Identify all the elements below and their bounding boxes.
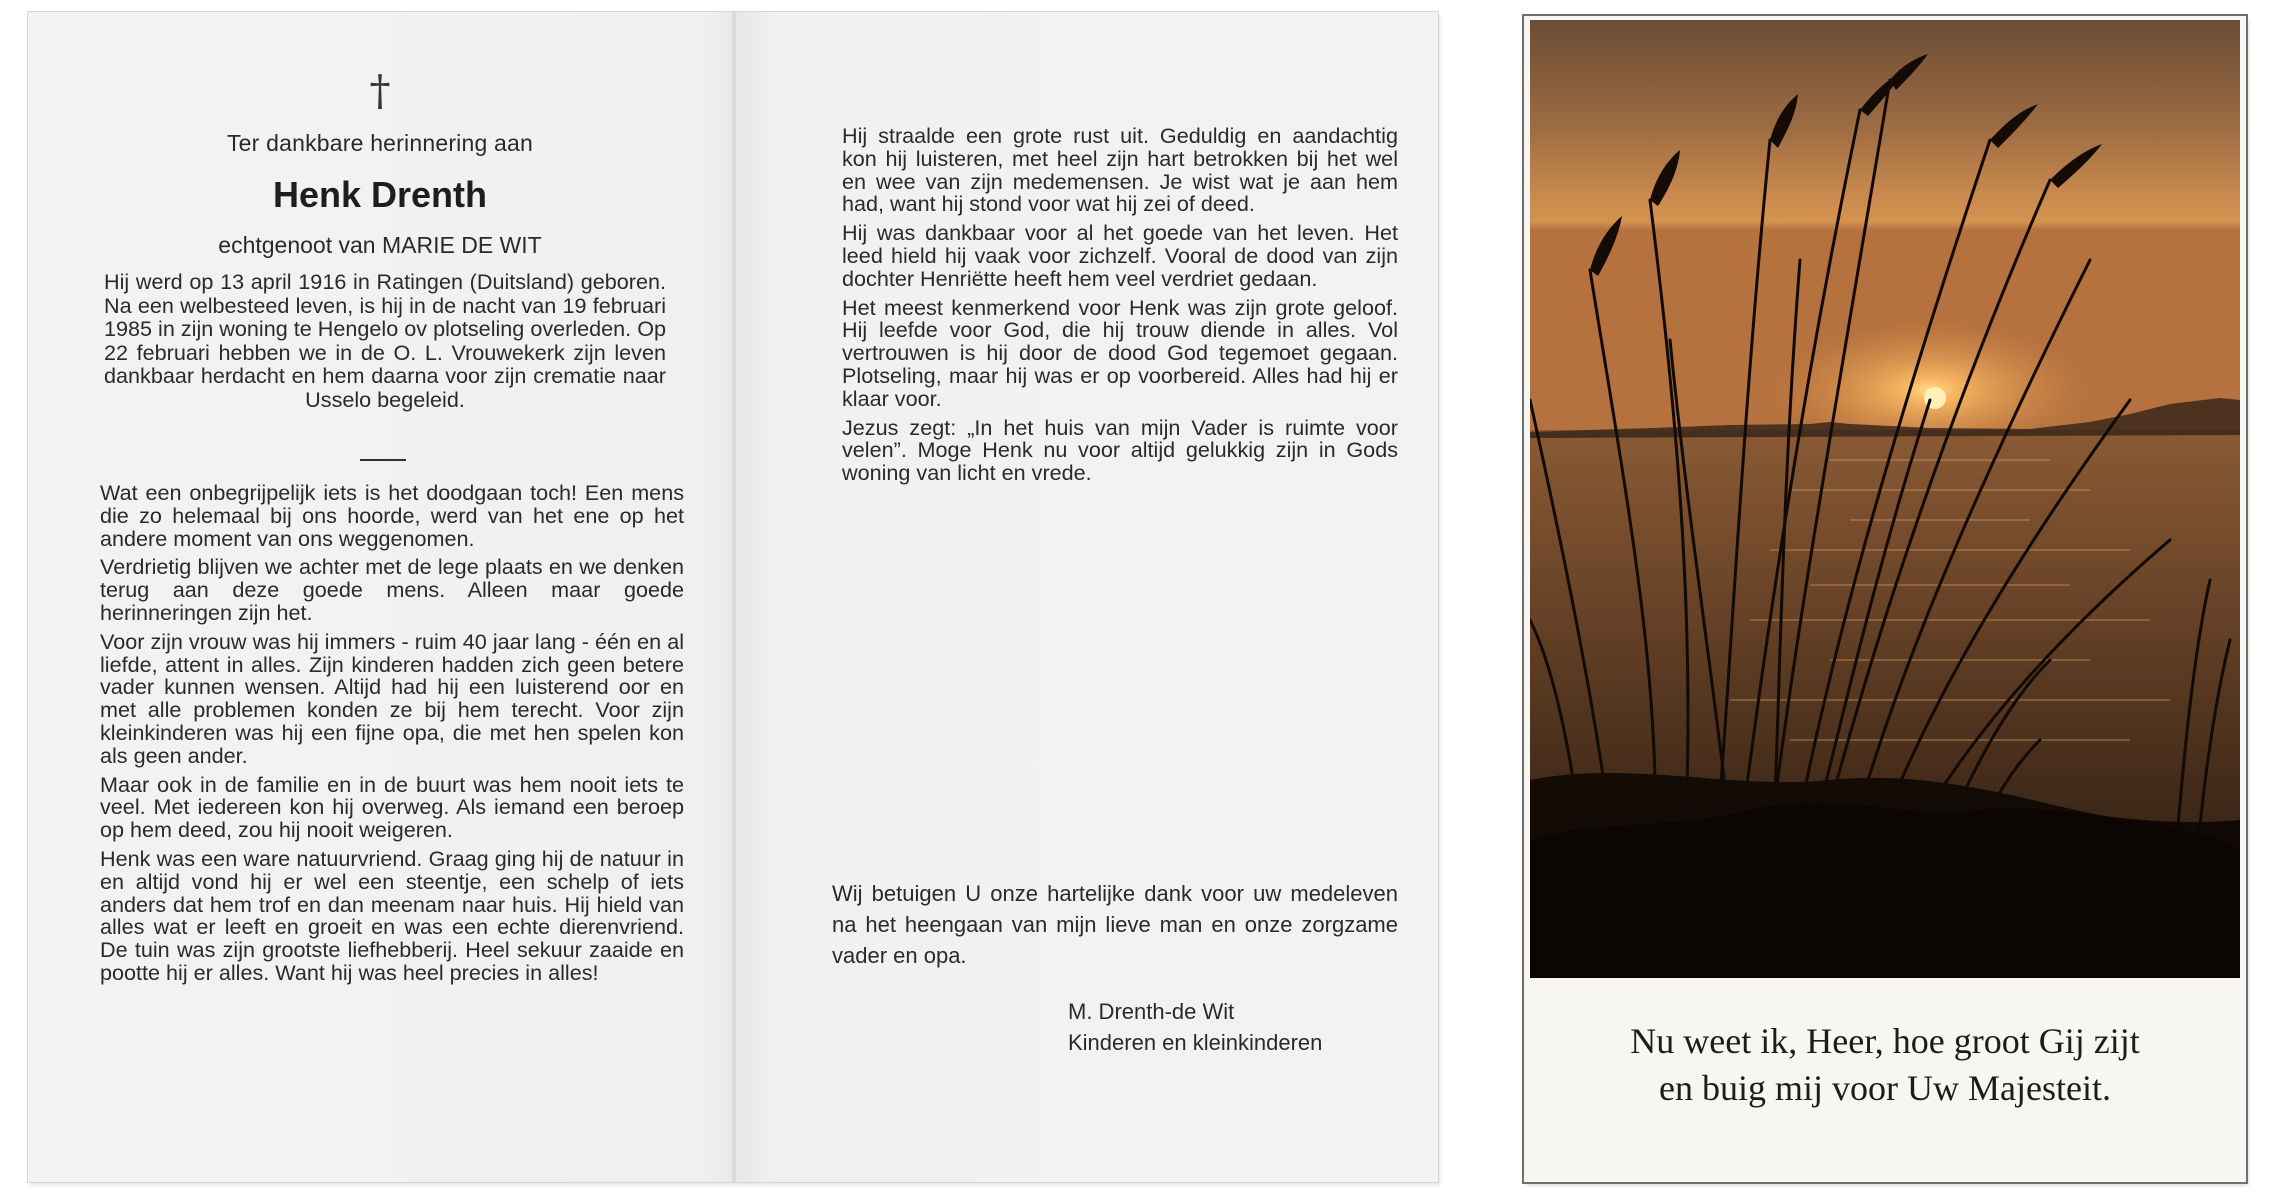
caption-line: en buig mij voor Uw Majesteit.	[1659, 1068, 2111, 1108]
paragraph: Jezus zegt: „In het huis van mijn Vader is ruimte voor velen”. Moge Henk nu voor altijd gelukkig zijn in Gods woning van licht en vrede.	[842, 414, 1398, 486]
paragraph: Henk was een ware natuurvriend. Graag ging hij de natuur in en altijd vond hij er wel een steentje, een schelp of iets anders dat hem trof en dan meenam naar huis. Hij hield van alles wat er leeft en groeit en was een echte dierenvriend. De tuin was zijn grootste liefhebberij. Heel sekuur zaaide en pootte hij er alles. Want hij was heel precies in alles!	[100, 845, 684, 985]
left-page-text	[100, 482, 684, 991]
memorial-card-folded	[28, 12, 1438, 1182]
prayer-caption	[1524, 1018, 2246, 1112]
right-page-text	[842, 125, 1398, 491]
paragraph: Hij was dankbaar voor al het goede van het leven. Het leed hield hij vaak voor zichzelf. Vooral de dood van zijn dochter Henriëtte heeft hem veel verdriet gedaan.	[842, 220, 1398, 291]
paragraph: Wat een onbegrijpelijk iets is het doodgaan toch! Een mens die zo helemaal bij ons hoorde, werd van het ene op het andere moment van ons weggenomen.	[100, 480, 684, 551]
memorial-card-right-page	[736, 12, 1438, 1182]
paragraph: Het meest kenmerkend voor Henk was zijn grote geloof. Hij leefde voor God, die hij trouw diende in alles. Vol vertrouwen is hij door de dood God tegemoet gegaan. Plotseling, maar hij was er op voorbereid. Alles had hij er klaar voor.	[842, 294, 1398, 411]
spouse-line: echtgenoot van MARIE DE WIT	[218, 232, 542, 258]
caption-line: Nu weet ik, Heer, hoe groot Gij zijt	[1630, 1021, 2140, 1061]
biography-paragraph: Hij werd op 13 april 1916 in Ratingen (Duitsland) geboren. Na een welbesteed leven, is hij in de nacht van 19 februari 1985 in zijn woning te Hengelo ov plotseling overleden. Op 22 februari hebben we in de O. L. Vrouwekerk zijn leven dankbaar herdacht en hem daarna voor zijn crematie naar Usselo begeleid.	[104, 269, 666, 412]
signature-block	[1068, 996, 1408, 1058]
signature-line: Kinderen en kleinkinderen	[1068, 1030, 1323, 1055]
signature-line: M. Drenth-de Wit	[1068, 999, 1235, 1024]
photo-card	[1524, 16, 2246, 1182]
paragraph: Maar ook in de familie en in de buurt was hem nooit iets te veel. Met iedereen kon hij overweg. Als iemand een beroep op hem deed, zou hij nooit weigeren.	[100, 771, 684, 843]
cross-icon: †	[369, 66, 391, 115]
intro-line: Ter dankbare herinnering aan	[226, 130, 534, 156]
paragraph: Hij straalde een grote rust uit. Geduldig en aandachtig kon hij luisteren, met heel zijn hart betrokken bij het wel en wee van zijn medemensen. Je wist wat je aan hem had, want hij stond voor wat hij zei of deed.	[842, 123, 1398, 217]
section-divider	[360, 459, 406, 461]
paragraph: Verdrietig blijven we achter met de lege plaats en we denken terug aan deze goede mens. Alleen maar goede herinneringen zijn het.	[100, 554, 684, 625]
paragraph: Voor zijn vrouw was hij immers - ruim 40 jaar lang - één en al liefde, attent in alles. Zijn kinderen hadden zich geen betere vader kunnen wensen. Altijd had hij een luisterend oor en met alle problemen konden ze bij hem terecht. Voor zijn kleinkinderen was hij een fijne opa, die met hen spelen kon als geen ander.	[100, 628, 684, 768]
sunset-reeds-photo	[1530, 20, 2240, 978]
deceased-name: Henk Drenth	[272, 174, 488, 215]
thanks-paragraph: Wij betuigen U onze hartelijke dank voor uw medeleven na het heengaan van mijn lieve man en onze zorgzame vader en opa.	[832, 881, 1398, 968]
memorial-card-left-page	[28, 12, 732, 1182]
